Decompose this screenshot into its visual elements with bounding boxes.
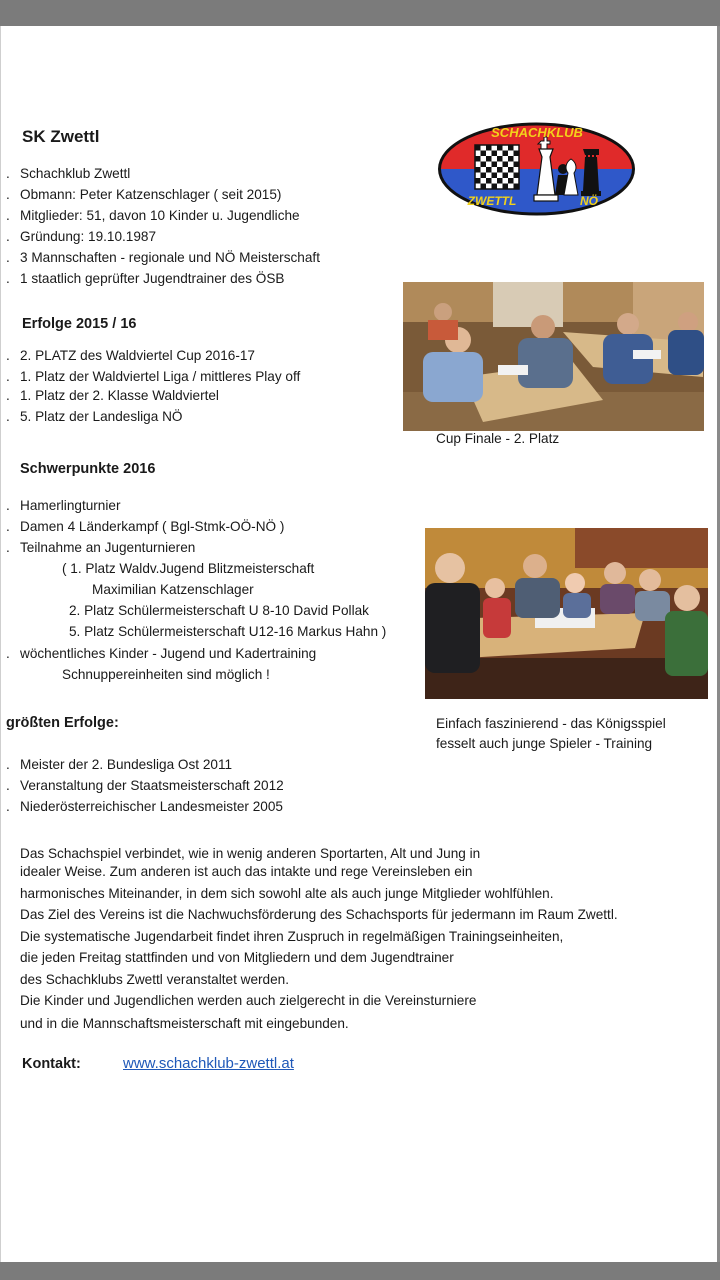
bullet-dot: .: [6, 757, 10, 772]
schwerpunkte-line: Hamerlingturnier: [20, 498, 121, 513]
schwerpunkte-line: Maximilian Katzenschlager: [92, 582, 254, 597]
chessboard-icon: [475, 145, 519, 189]
bullet-dot: .: [6, 540, 10, 555]
photo-training: [425, 528, 708, 699]
photo2-caption-line: fesselt auch junge Spieler - Training: [436, 736, 653, 751]
paragraph-line: des Schachklubs Zwettl veranstaltet werden.: [20, 972, 289, 987]
erfolge-item: 1. Platz der 2. Klasse Waldviertel: [20, 388, 219, 403]
bullet-dot: .: [6, 229, 10, 244]
paragraph-line: Die systematische Jugendarbeit findet ihren Zuspruch in regelmäßigen Trainingseinheiten,: [20, 929, 564, 944]
bullet-dot: .: [6, 799, 10, 814]
paragraph-line: Das Ziel des Vereins ist die Nachwuchsförderung des Schachsports für jedermann im Raum Zwettl.: [20, 907, 618, 922]
info-line: Mitglieder: 51, davon 10 Kinder u. Jugendliche: [20, 208, 300, 223]
bullet-dot: .: [6, 369, 10, 384]
schwerpunkte-line: Damen 4 Länderkampf ( Bgl-Stmk-OÖ-NÖ ): [20, 519, 285, 534]
schwerpunkte-line: wöchentliches Kinder - Jugend und Kadertraining: [20, 646, 317, 661]
bullet-dot: .: [6, 166, 10, 181]
schwerpunkte-line: ( 1. Platz Waldv.Jugend Blitzmeisterschaft: [62, 561, 315, 576]
top-bar: [0, 0, 720, 26]
paragraph-line: Die Kinder und Jugendlichen werden auch zielgerecht in die Vereinsturniere: [20, 993, 477, 1008]
logo-top-text: SCHACHKLUB: [491, 125, 583, 140]
bullet-dot: .: [6, 208, 10, 223]
groesste-item: Veranstaltung der Staatsmeisterschaft 2012: [20, 778, 284, 793]
groesste-item: Meister der 2. Bundesliga Ost 2011: [20, 757, 233, 772]
info-line: 3 Mannschaften - regionale und NÖ Meisterschaft: [20, 250, 320, 265]
contact-label: Kontakt:: [22, 1056, 81, 1072]
bullet-dot: .: [6, 187, 10, 202]
bullet-dot: .: [6, 646, 10, 661]
left-border: [0, 26, 1, 1262]
info-line: Gründung: 19.10.1987: [20, 229, 157, 244]
erfolge-item: 5. Platz der Landesliga NÖ: [20, 409, 183, 424]
schwerpunkte-line: Teilnahme an Jugenturnieren: [20, 540, 196, 555]
schwerpunkte-heading: Schwerpunkte 2016: [20, 461, 156, 477]
bullet-dot: .: [6, 348, 10, 363]
photo1-caption: Cup Finale - 2. Platz: [436, 431, 560, 446]
club-logo: [437, 121, 636, 217]
page-title: SK Zwettl: [22, 127, 100, 146]
info-line: 1 staatlich geprüfter Jugendtrainer des ÖSB: [20, 271, 285, 286]
erfolge-heading: Erfolge 2015 / 16: [22, 316, 137, 332]
logo-left-text: ZWETTL: [467, 194, 517, 208]
photo-cup-finale: [403, 282, 704, 431]
schwerpunkte-line: 2. Platz Schülermeisterschaft U 8-10 David Pollak: [69, 603, 369, 618]
bullet-dot: .: [6, 388, 10, 403]
bullet-dot: .: [6, 498, 10, 513]
paragraph-line: und in die Mannschaftsmeisterschaft mit eingebunden.: [20, 1016, 349, 1031]
bullet-dot: .: [6, 409, 10, 424]
info-line: Schachklub Zwettl: [20, 166, 131, 181]
bullet-dot: .: [6, 778, 10, 793]
erfolge-item: 2. PLATZ des Waldviertel Cup 2016-17: [20, 348, 255, 363]
paragraph-line: Das Schachspiel verbindet, wie in wenig anderen Sportarten, Alt und Jung in: [20, 846, 481, 861]
logo-right-text: NÖ: [580, 194, 598, 208]
bullet-dot: .: [6, 519, 10, 534]
paragraph-line: die jeden Freitag stattfinden und von Mitgliedern und dem Jugendtrainer: [20, 950, 454, 965]
website-link[interactable]: www.schachklub-zwettl.at: [123, 1055, 294, 1072]
schwerpunkte-line: Schnuppereinheiten sind möglich !: [62, 667, 270, 682]
bottom-bar: [0, 1262, 720, 1280]
bullet-dot: .: [6, 271, 10, 286]
schwerpunkte-line: 5. Platz Schülermeisterschaft U12-16 Markus Hahn ): [69, 624, 387, 639]
erfolge-item: 1. Platz der Waldviertel Liga / mittleres Play off: [20, 369, 301, 384]
info-line: Obmann: Peter Katzenschlager ( seit 2015): [20, 187, 282, 202]
groesste-item: Niederösterreichischer Landesmeister 2005: [20, 799, 283, 814]
groesste-heading: größten Erfolge:: [6, 715, 119, 731]
paragraph-line: harmonisches Miteinander, in dem sich sowohl alte als auch junge Mitglieder wohlfühlen.: [20, 886, 554, 901]
photo2-caption-line: Einfach faszinierend - das Königsspiel: [436, 716, 666, 731]
paragraph-line: idealer Weise. Zum anderen ist auch das intakte und rege Vereinsleben ein: [20, 864, 473, 879]
bullet-dot: .: [6, 250, 10, 265]
